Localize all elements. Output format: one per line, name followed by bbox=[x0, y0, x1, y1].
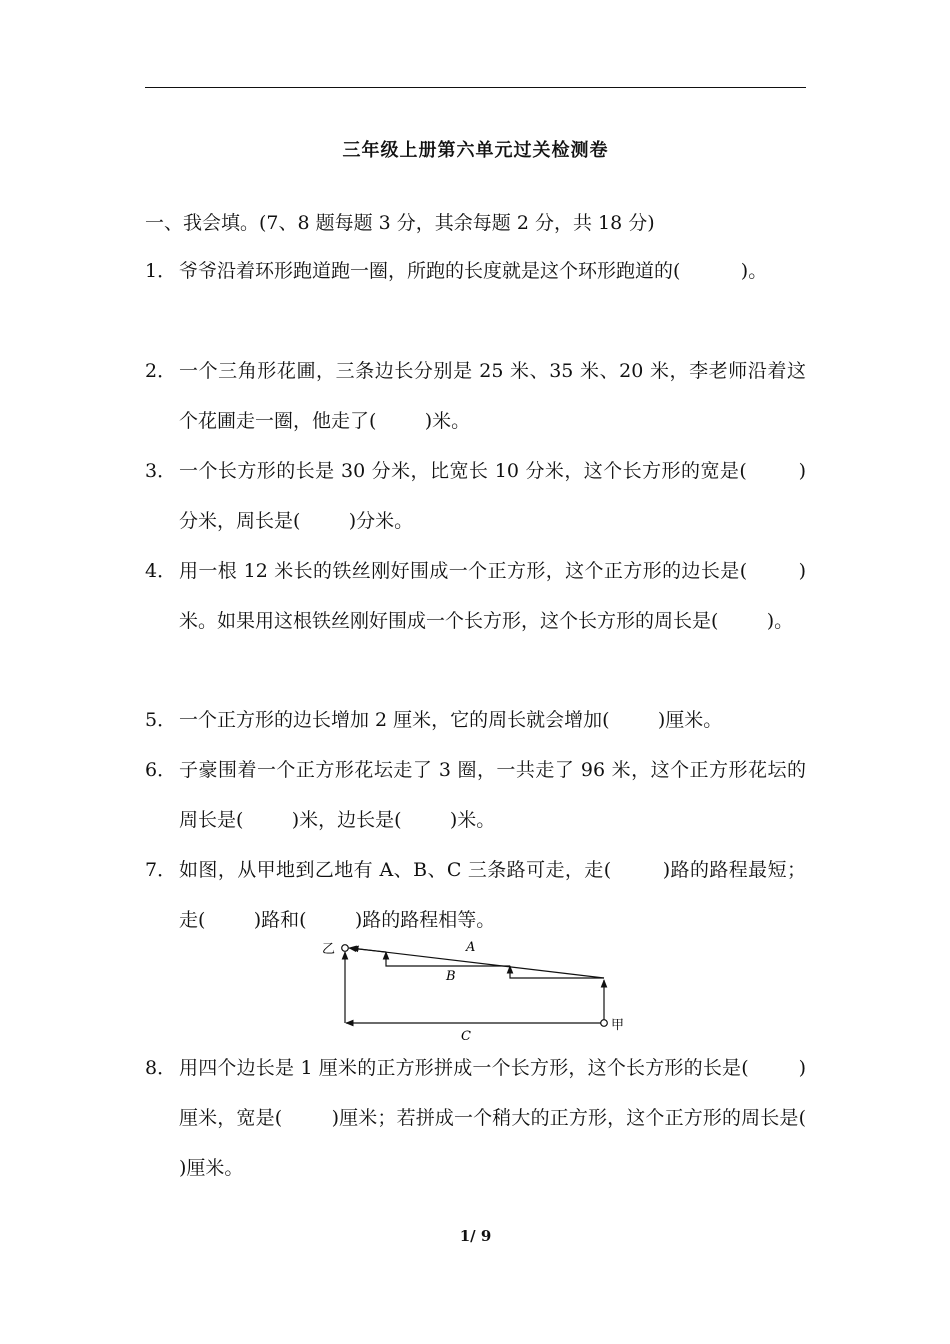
question-text: 子豪围着一个正方形花坛走了 3 圈，一共走了 96 米，这个正方形花坛的周长是( )米，边长是( )米。 bbox=[179, 759, 806, 831]
question-number: 7． bbox=[145, 859, 177, 881]
question-1 bbox=[145, 246, 806, 296]
start-point bbox=[342, 945, 349, 952]
question-text: 用一根 12 米长的铁丝刚好围成一个正方形，这个正方形的边长是( )米。如果用这根铁丝刚好围成一个长方形，这个长方形的周长是( )。 bbox=[179, 560, 806, 632]
question-3 bbox=[145, 446, 806, 546]
question-number: 1． bbox=[145, 260, 177, 282]
question-text: 爷爷沿着环形跑道跑一圈，所跑的长度就是这个环形跑道的( )。 bbox=[179, 260, 768, 282]
question-5 bbox=[145, 695, 806, 745]
label-c: C bbox=[461, 1029, 471, 1044]
question-number: 6． bbox=[145, 759, 177, 781]
route-diagram bbox=[318, 936, 633, 1044]
question-text: 一个长方形的长是 30 分米，比宽长 10 分米，这个长方形的宽是( )分米，周长是( )分米。 bbox=[179, 460, 806, 532]
question-8 bbox=[145, 1043, 855, 1193]
path-a-line bbox=[351, 948, 604, 978]
page-title: 三年级上册第六单元过关检测卷 bbox=[342, 140, 609, 161]
question-number: 5． bbox=[145, 709, 177, 731]
question-number: 3． bbox=[145, 460, 177, 482]
question-7 bbox=[145, 845, 806, 945]
label-b: B bbox=[446, 969, 456, 984]
question-number: 4． bbox=[145, 560, 177, 582]
label-yi: 乙 bbox=[322, 942, 336, 957]
question-text: 用四个边长是 1 厘米的正方形拼成一个长方形，这个长方形的长是( )厘米，宽是( )厘米；若拼成一个稍大的正方形，这个正方形的周长是( )厘米。 bbox=[179, 1057, 855, 1179]
question-text: 一个正方形的边长增加 2 厘米，它的周长就会增加( )厘米。 bbox=[179, 709, 723, 731]
question-6 bbox=[145, 745, 806, 845]
path-b-line-3 bbox=[349, 948, 386, 952]
page-number: 1/ 9 bbox=[459, 1227, 492, 1245]
question-number: 8． bbox=[145, 1057, 177, 1079]
label-a: A bbox=[466, 940, 476, 955]
section-heading: 一、我会填。(7、8 题每题 3 分，其余每题 2 分，共 18 分) bbox=[145, 212, 655, 234]
header-rule bbox=[145, 87, 806, 88]
question-2 bbox=[145, 346, 806, 446]
question-text: 如图，从甲地到乙地有 A、B、C 三条路可走，走( )路的路程最短；走( )路和( )路的路程相等。 bbox=[179, 859, 806, 931]
question-text: 一个三角形花圃，三条边长分别是 25 米、35 米、20 米，李老师沿着这个花圃走一圈，他走了( )米。 bbox=[179, 360, 806, 432]
question-4 bbox=[145, 546, 806, 646]
end-point bbox=[601, 1020, 608, 1027]
label-jia: 甲 bbox=[611, 1018, 625, 1033]
question-number: 2． bbox=[145, 360, 177, 382]
